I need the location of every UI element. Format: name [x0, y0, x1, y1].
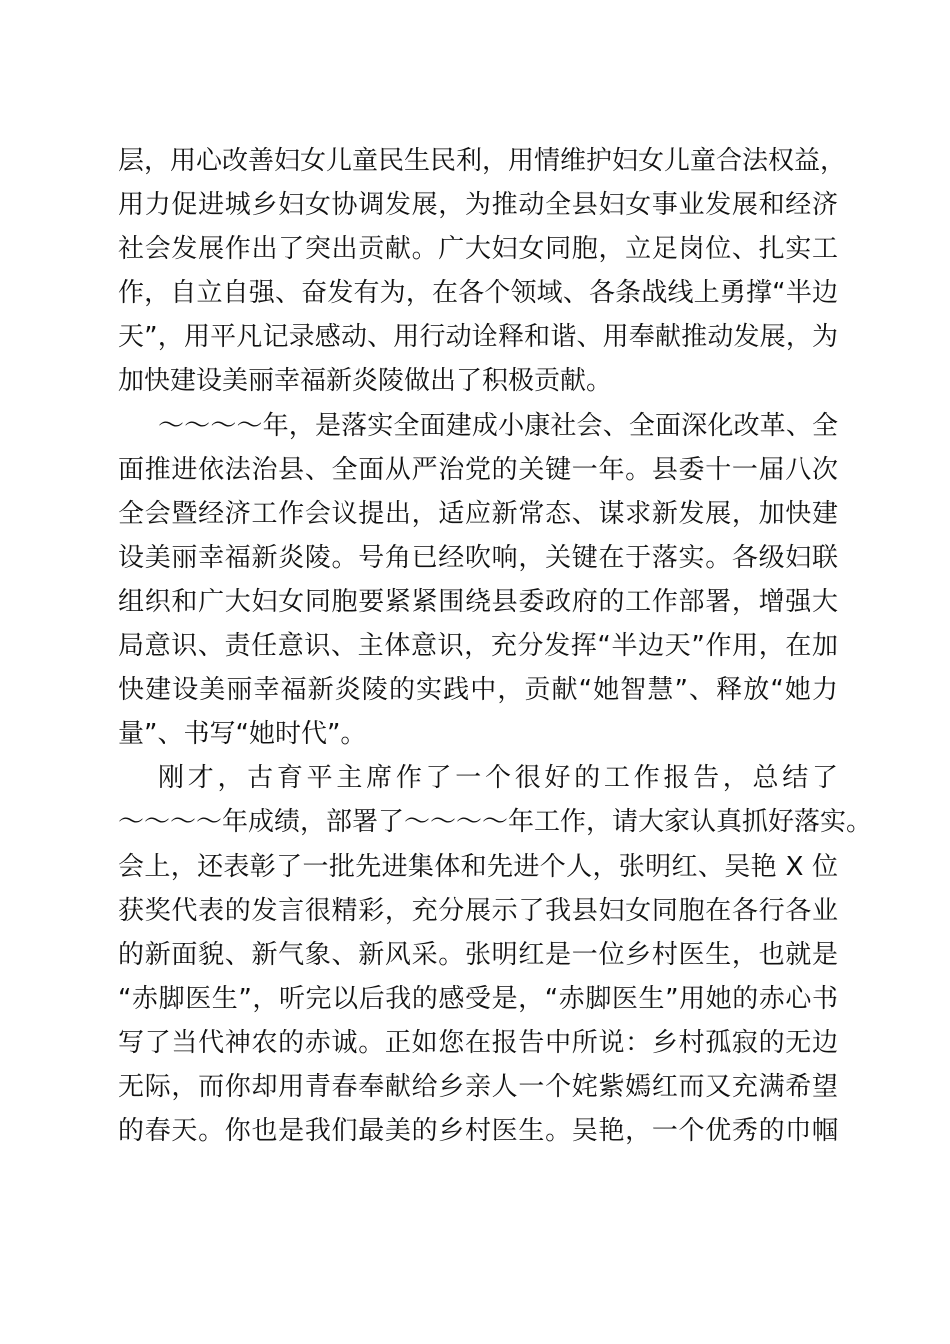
text-line: 用力促进城乡妇女协调发展，为推动全县妇女事业发展和经济	[118, 190, 838, 221]
text-line: 加快建设美丽幸福新炎陵做出了积极贡献。	[118, 366, 613, 397]
text-line: 天”，用平凡记录感动、用行动诠释和谐、用奉献推动发展，为	[118, 322, 838, 353]
text-line: 写了当代神农的赤诚。正如您在报告中所说：乡村孤寂的无边	[118, 1027, 838, 1058]
text-line: 的春天。你也是我们最美的乡村医生。吴艳，一个优秀的巾帼	[118, 1116, 838, 1147]
text-line: 的新面貌、新气象、新风采。张明红是一位乡村医生，也就是	[118, 939, 838, 970]
text-line: 面推进依法治县、全面从严治党的关键一年。县委十一届八次	[118, 454, 838, 485]
document-body	[118, 139, 873, 1153]
text-line: 会上，还表彰了一批先进集体和先进个人，张明红、吴艳 X 位	[118, 851, 838, 882]
text-line: 全会暨经济工作会议提出，适应新常态、谋求新发展，加快建	[118, 498, 838, 529]
text-line: 快建设美丽幸福新炎陵的实践中，贡献“她智慧”、释放“她力	[118, 675, 838, 706]
text-line: 组织和广大妇女同胞要紧紧围绕县委政府的工作部署，增强大	[118, 586, 838, 617]
text-line: ～～～～年，是落实全面建成小康社会、全面深化改革、全	[158, 410, 838, 441]
text-line: 局意识、责任意识、主体意识，充分发挥“半边天”作用，在加	[118, 631, 838, 662]
text-line: 获奖代表的发言很精彩，充分展示了我县妇女同胞在各行各业	[118, 895, 838, 926]
text-line: 刚才，古育平主席作了一个很好的工作报告，总结了	[158, 763, 838, 794]
text-line: 无际，而你却用青春奉献给乡亲人一个姹紫嫣红而又充满希望	[118, 1071, 838, 1102]
text-line: 作，自立自强、奋发有为，在各个领域、各条战线上勇撑“半边	[118, 278, 838, 309]
text-line: ～～～～年成绩，部署了～～～～年工作，请大家认真抓好落实。	[118, 807, 873, 838]
text-line: 量”、书写“她时代”。	[118, 719, 367, 750]
text-line: “赤脚医生”，听完以后我的感受是，“赤脚医生”用她的赤心书	[118, 983, 838, 1014]
text-line: 社会发展作出了突出贡献。广大妇女同胞，立足岗位、扎实工	[118, 234, 838, 265]
text-line: 设美丽幸福新炎陵。号角已经吹响，关键在于落实。各级妇联	[118, 542, 838, 573]
text-line: 层，用心改善妇女儿童民生民利，用情维护妇女儿童合法权益，	[118, 146, 847, 176]
